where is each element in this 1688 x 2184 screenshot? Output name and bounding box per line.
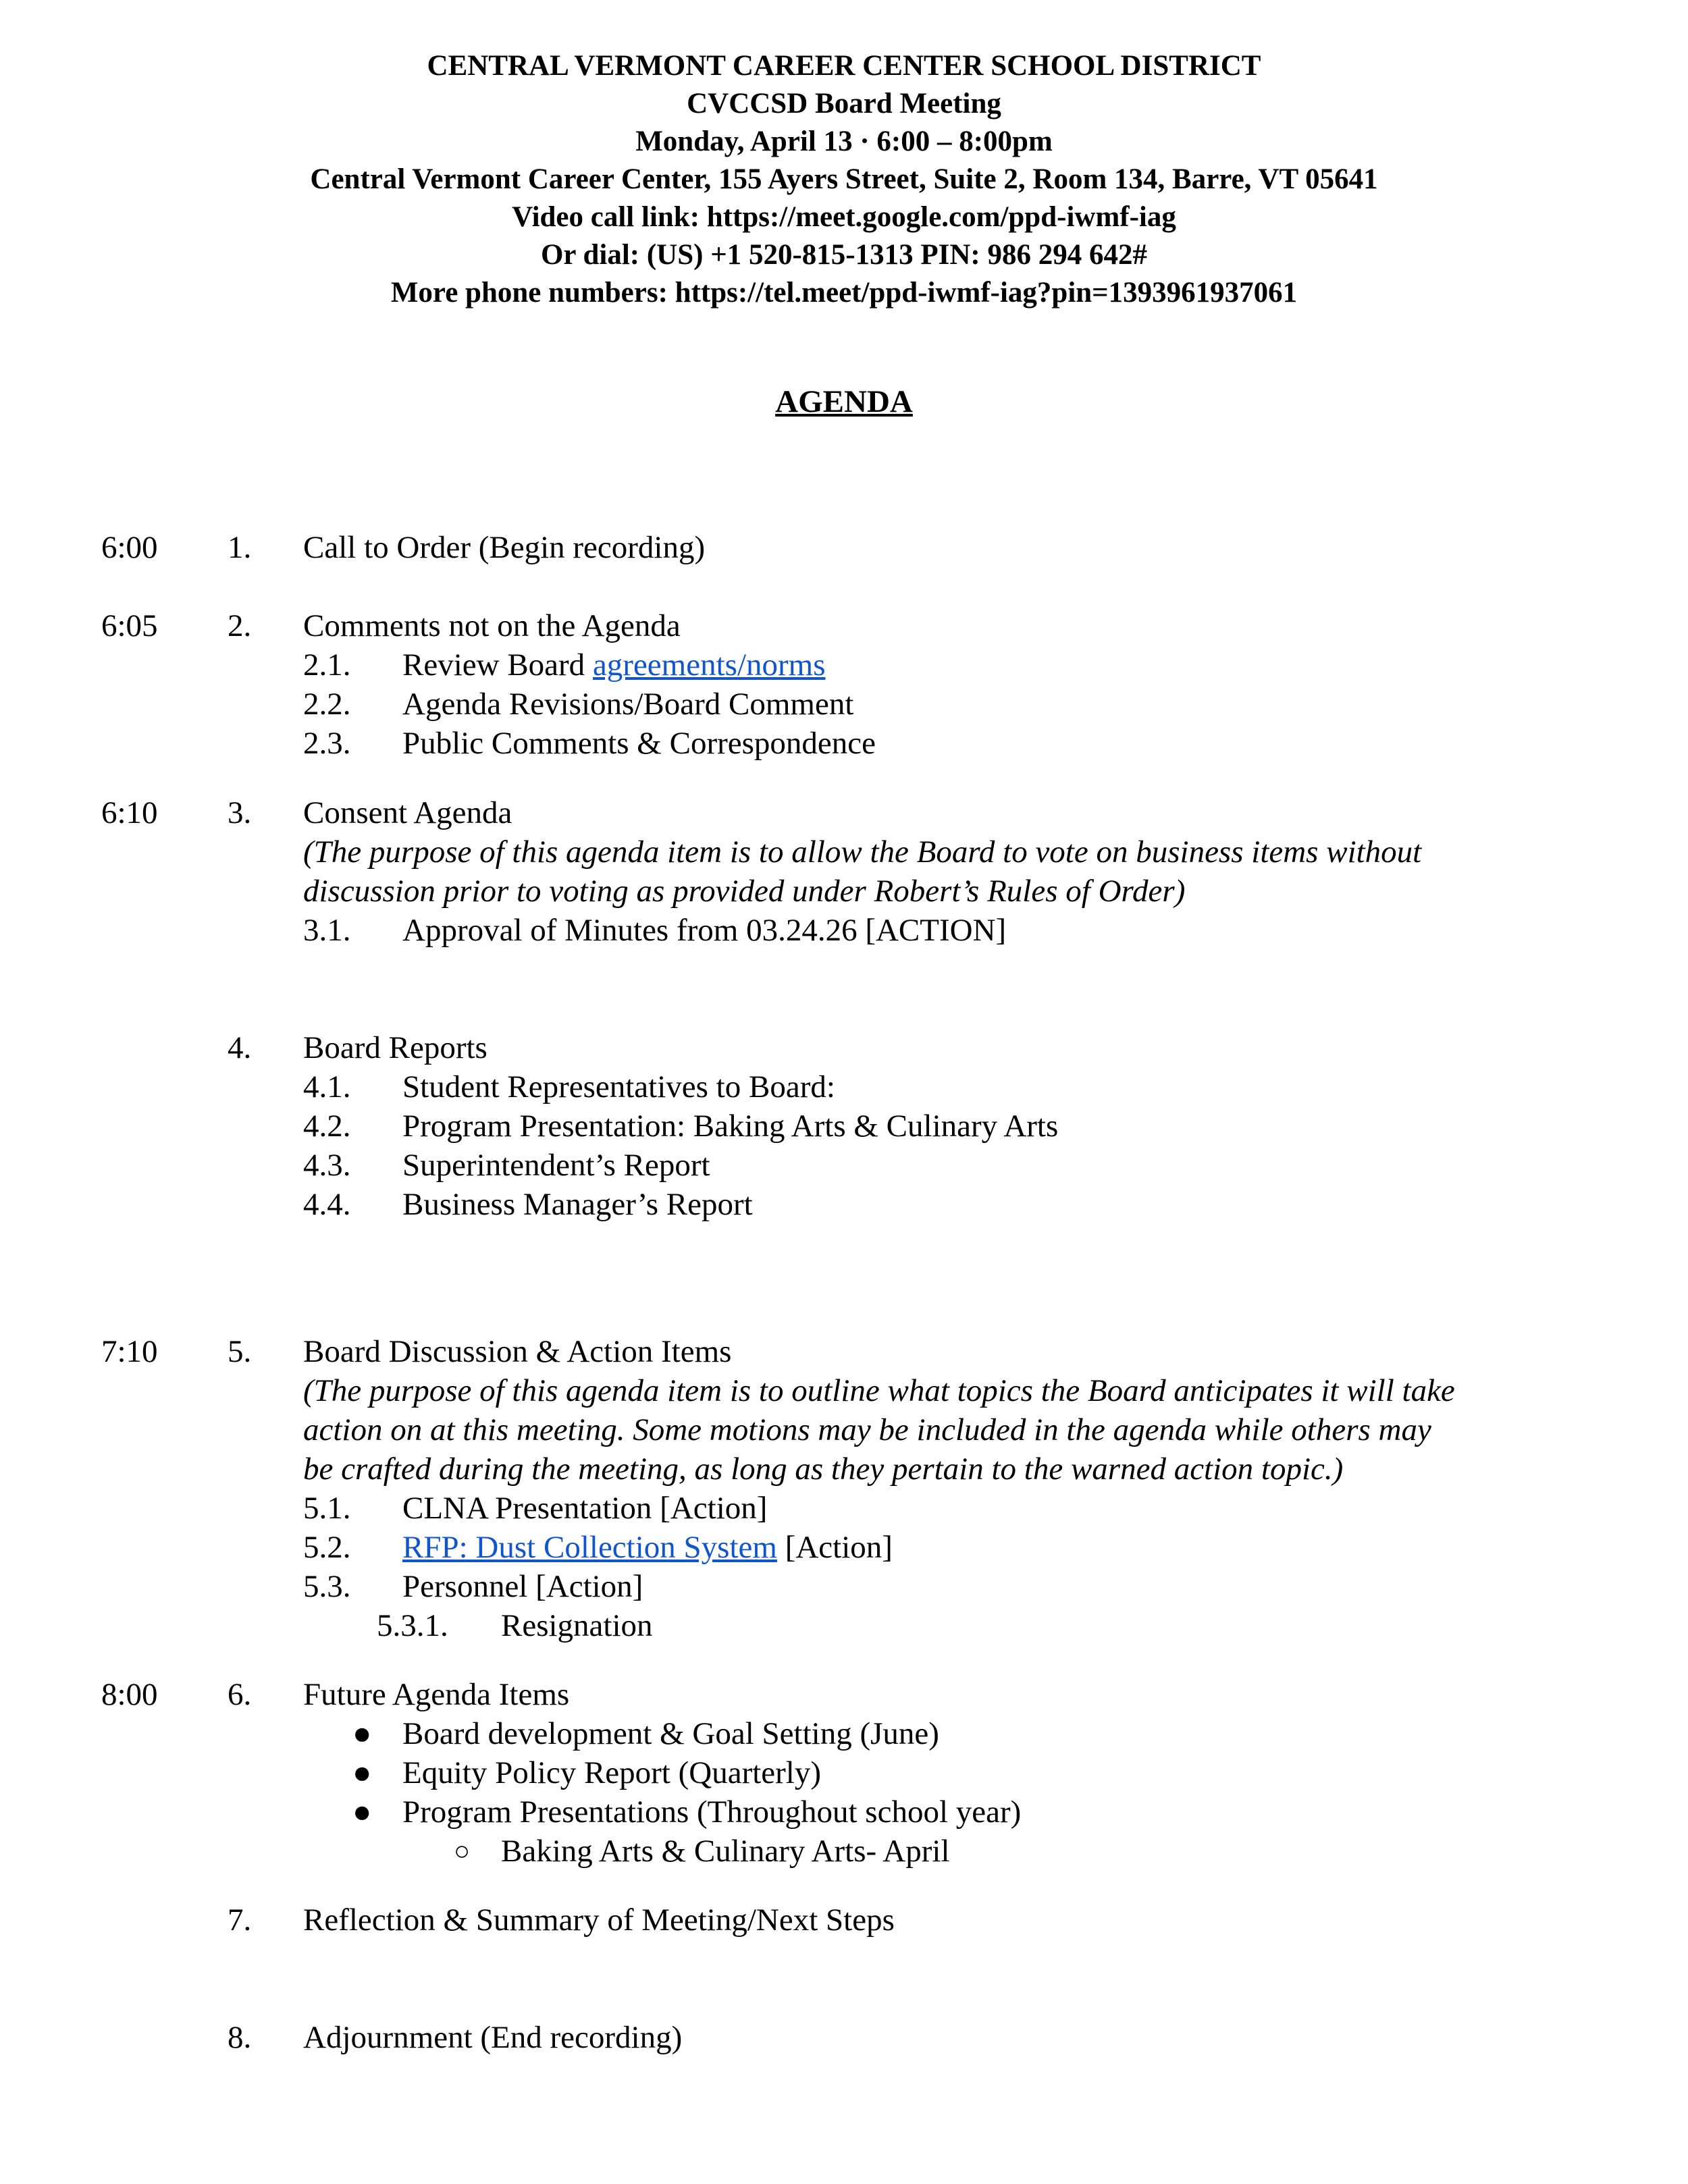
- meeting-location: Central Vermont Career Center, 155 Ayers Street, Suite 2, Room 134, Barre, VT 05641: [310, 163, 1378, 195]
- item-5-note-line-3: be crafted during the meeting, as long as they pertain to the warned action topic.): [303, 1451, 1344, 1487]
- bullet-icon: ●: [352, 1794, 372, 1830]
- item-4-title: Board Reports: [303, 1030, 487, 1065]
- district-name: CENTRAL VERMONT CAREER CENTER SCHOOL DISTRICT: [427, 50, 1261, 82]
- item-4-4-number: 4.4.: [303, 1187, 351, 1222]
- item-5-3-1-number: 5.3.1.: [377, 1608, 448, 1643]
- item-5-note-line-1: (The purpose of this agenda item is to outline what topics the Board anticipates it will take: [303, 1373, 1455, 1408]
- item-4-3-text: Superintendent’s Report: [402, 1148, 710, 1183]
- item-4-2-text: Program Presentation: Baking Arts & Culinary Arts: [402, 1109, 1059, 1144]
- meeting-name: CVCCSD Board Meeting: [687, 88, 1001, 119]
- item-3-time: 6:10: [101, 795, 158, 830]
- item-2-3-number: 2.3.: [303, 726, 351, 761]
- meeting-datetime: Monday, April 13 · 6:00 – 8:00pm: [635, 126, 1053, 157]
- bullet-icon: ●: [352, 1755, 372, 1790]
- agenda-title: AGENDA: [775, 384, 913, 419]
- item-8-title: Adjournment (End recording): [303, 2020, 683, 2055]
- future-item-board-development: Board development & Goal Setting (June): [402, 1716, 939, 1751]
- item-2-1-text: Review Board agreements/norms: [402, 647, 826, 683]
- item-7-title: Reflection & Summary of Meeting/Next Steps: [303, 1902, 895, 1938]
- item-6-number: 6.: [228, 1677, 252, 1712]
- rfp-dust-collection-link[interactable]: RFP: Dust Collection System: [402, 1530, 777, 1565]
- item-5-3-text: Personnel [Action]: [402, 1569, 643, 1604]
- item-4-1-number: 4.1.: [303, 1069, 351, 1104]
- item-2-title: Comments not on the Agenda: [303, 608, 681, 643]
- item-2-2-number: 2.2.: [303, 687, 351, 722]
- item-2-time: 6:05: [101, 608, 158, 643]
- item-4-number: 4.: [228, 1030, 252, 1065]
- item-4-2-number: 4.2.: [303, 1109, 351, 1144]
- item-5-number: 5.: [228, 1334, 252, 1369]
- item-2-number: 2.: [228, 608, 252, 643]
- item-3-title: Consent Agenda: [303, 795, 512, 830]
- item-7-number: 7.: [228, 1902, 252, 1938]
- item-5-3-1-text: Resignation: [501, 1608, 653, 1643]
- item-6-title: Future Agenda Items: [303, 1677, 570, 1712]
- item-3-1-number: 3.1.: [303, 913, 351, 948]
- future-item-baking-arts: Baking Arts & Culinary Arts- April: [501, 1834, 950, 1869]
- item-4-4-text: Business Manager’s Report: [402, 1187, 753, 1222]
- item-5-note-line-2: action on at this meeting. Some motions may be included in the agenda while others may: [303, 1412, 1431, 1447]
- item-5-1-number: 5.1.: [303, 1491, 351, 1526]
- dial-in-info: Or dial: (US) +1 520-815-1313 PIN: 986 294 642#: [540, 239, 1147, 271]
- item-2-1-number: 2.1.: [303, 647, 351, 683]
- future-item-program-presentations: Program Presentations (Throughout school year): [402, 1794, 1022, 1830]
- item-3-note-line-2: discussion prior to voting as provided under Robert’s Rules of Order): [303, 874, 1186, 909]
- hollow-bullet-icon: ○: [454, 1836, 471, 1866]
- item-6-time: 8:00: [101, 1677, 158, 1712]
- item-4-3-number: 4.3.: [303, 1148, 351, 1183]
- item-5-1-text: CLNA Presentation [Action]: [402, 1491, 768, 1526]
- item-5-time: 7:10: [101, 1334, 158, 1369]
- bullet-icon: ●: [352, 1716, 372, 1751]
- document-header: [0, 47, 1688, 312]
- item-2-2-text: Agenda Revisions/Board Comment: [402, 687, 854, 722]
- video-call-link: Video call link: https://meet.google.com/ppd-iwmf-iag: [512, 201, 1176, 233]
- item-3-1-text: Approval of Minutes from 03.24.26 [ACTION]: [402, 913, 1007, 948]
- agreements-norms-link[interactable]: agreements/norms: [592, 647, 826, 683]
- item-5-3-number: 5.3.: [303, 1569, 351, 1604]
- item-3-note-line-1: (The purpose of this agenda item is to allow the Board to vote on business items without: [303, 834, 1422, 870]
- item-5-2-number: 5.2.: [303, 1530, 351, 1565]
- item-8-number: 8.: [228, 2020, 252, 2055]
- item-3-number: 3.: [228, 795, 252, 830]
- item-4-1-text: Student Representatives to Board:: [402, 1069, 835, 1104]
- item-2-3-text: Public Comments & Correspondence: [402, 726, 876, 761]
- more-phone-numbers: More phone numbers: https://tel.meet/ppd-iwmf-iag?pin=1393961937061: [390, 277, 1298, 309]
- item-5-2-text: RFP: Dust Collection System [Action]: [402, 1530, 893, 1565]
- item-1-time: 6:00: [101, 530, 158, 565]
- item-5-title: Board Discussion & Action Items: [303, 1334, 732, 1369]
- item-1-number: 1.: [228, 530, 252, 565]
- item-1-title: Call to Order (Begin recording): [303, 530, 706, 565]
- future-item-equity-policy: Equity Policy Report (Quarterly): [402, 1755, 821, 1790]
